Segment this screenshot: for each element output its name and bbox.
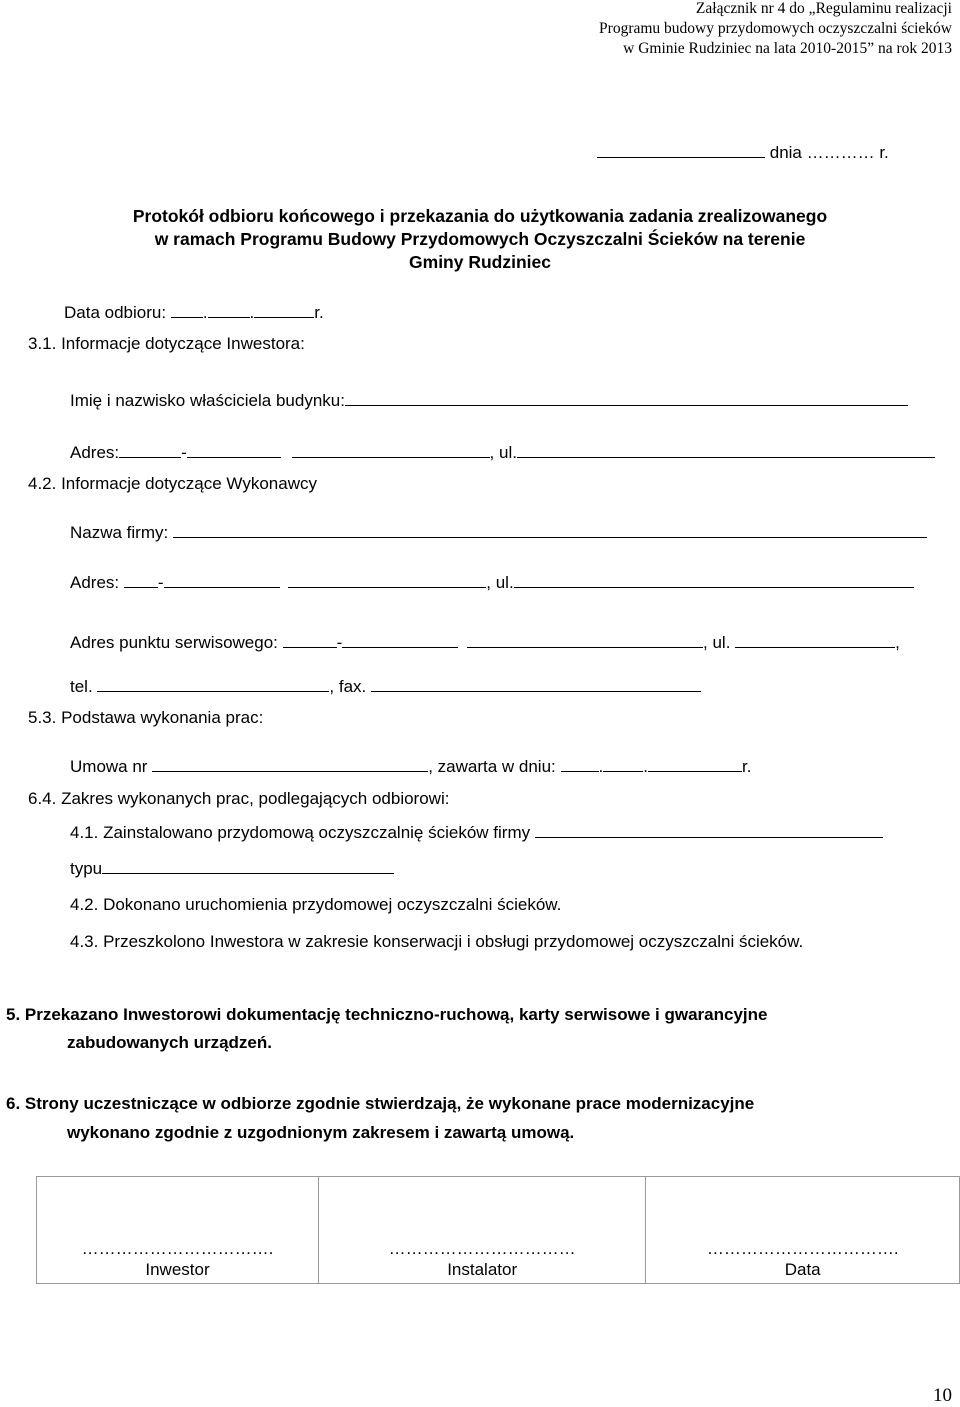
signature-dots: …………………………… xyxy=(388,1239,576,1258)
contract-date-suffix: r. xyxy=(741,757,752,776)
signature-table xyxy=(36,1176,960,1284)
contractor-postcode1-blank xyxy=(124,572,158,588)
owner-name-row xyxy=(70,390,908,411)
contractor-address-label: Adres: xyxy=(70,573,120,592)
contract-date-dot: . xyxy=(598,757,604,776)
basis-heading: 5.3. Podstawa wykonania prac: xyxy=(28,708,264,727)
scope-item2: 4.2. Dokonano uruchomienia przydomowej oczyszczalni ścieków. xyxy=(70,895,562,914)
signature-cell-installer xyxy=(318,1177,645,1284)
contract-date-label: , zawarta w dniu: xyxy=(428,757,556,776)
service-street-blank xyxy=(735,632,895,648)
investor-postcode2-blank xyxy=(187,442,281,458)
service-city-blank xyxy=(467,632,703,648)
point6-line2: wykonano zgodnie z uzgodnionym zakresem i zawartą umową. xyxy=(67,1123,575,1142)
receipt-month-blank xyxy=(208,302,250,318)
contractor-postcode2-blank xyxy=(164,572,280,588)
service-address-label: Adres punktu serwisowego: xyxy=(70,633,278,652)
firm-name-label: Nazwa firmy: xyxy=(70,523,169,542)
receipt-day-blank xyxy=(171,302,203,318)
investor-address-label: Adres: xyxy=(70,443,120,462)
fax-blank xyxy=(371,676,701,692)
postcode-dash: - xyxy=(181,443,187,462)
signature-dots: ……………………………. xyxy=(706,1239,899,1258)
contractor-heading: 4.2. Informacje dotyczące Wykonawcy xyxy=(28,474,317,493)
firm-name-blank xyxy=(173,522,927,538)
receipt-date-label: Data odbioru: xyxy=(64,303,167,322)
receipt-date-dot: . xyxy=(249,303,255,322)
type-blank xyxy=(102,858,394,874)
annex-header-line3: w Gminie Rudziniec na lata 2010-2015” na rok 2013 xyxy=(623,40,952,57)
signature-cell-date xyxy=(646,1177,960,1284)
investor-city-blank xyxy=(292,442,490,458)
service-address-row xyxy=(70,632,900,653)
contract-month-blank xyxy=(603,756,643,772)
signature-label-investor: Inwestor xyxy=(145,1260,210,1279)
signature-cell-investor xyxy=(37,1177,319,1284)
scope-heading: 6.4. Zakres wykonanych prac, podlegających odbiorowi: xyxy=(28,789,450,808)
point5-line1: 5. Przekazano Inwestorowi dokumentację techniczno-ruchową, karty serwisowe i gwarancyjne xyxy=(6,1005,768,1024)
installer-firm-blank xyxy=(535,822,883,838)
date-line xyxy=(597,142,889,163)
date-place-blank xyxy=(597,142,765,158)
signature-label-date: Data xyxy=(784,1260,821,1279)
receipt-date-suffix: r. xyxy=(314,303,324,322)
investor-postcode1-blank xyxy=(119,442,181,458)
type-label: typu xyxy=(70,859,103,878)
tel-label: tel. xyxy=(70,677,93,696)
contractor-street-label: , ul. xyxy=(486,573,514,592)
point6-line1: 6. Strony uczestniczące w odbiorze zgodnie stwierdzają, że wykonane prace modernizacyjne xyxy=(6,1094,755,1113)
firm-name-row xyxy=(70,522,927,543)
investor-street-blank xyxy=(517,442,935,458)
receipt-date-dot: . xyxy=(202,303,208,322)
title-line3: Gminy Rudziniec xyxy=(409,252,551,272)
contract-date-dot: . xyxy=(643,757,648,776)
signature-label-installer: Instalator xyxy=(447,1260,518,1279)
title-line1: Protokół odbioru końcowego i przekazania do użytkowania zadania zrealizowanego xyxy=(132,206,828,226)
service-comma: , xyxy=(895,633,900,652)
point5-line2: zabudowanych urządzeń. xyxy=(67,1033,272,1052)
service-street-label: , ul. xyxy=(703,633,731,652)
service-postcode1-blank xyxy=(283,632,337,648)
receipt-year-blank xyxy=(254,302,314,318)
owner-name-blank xyxy=(345,390,908,406)
investor-address-row xyxy=(70,442,935,463)
contract-number-label: Umowa nr xyxy=(70,757,148,776)
date-dots: ………… r. xyxy=(806,143,889,162)
annex-header-line1: Załącznik nr 4 do „Regulaminu realizacji xyxy=(695,0,952,17)
owner-name-label: Imię i nazwisko właściciela budynku: xyxy=(70,391,345,410)
page-number: 10 xyxy=(933,1385,952,1406)
investor-street-label: , ul. xyxy=(489,443,517,462)
contractor-street-blank xyxy=(514,572,914,588)
date-label: dnia xyxy=(769,143,802,162)
title-line2: w ramach Programu Budowy Przydomowych Oczyszczalni Ścieków na terenie xyxy=(154,229,806,249)
tel-fax-row xyxy=(70,676,701,697)
contract-day-blank xyxy=(561,756,599,772)
contract-year-blank xyxy=(648,756,742,772)
scope-item1-row xyxy=(70,822,883,843)
scope-item3: 4.3. Przeszkolono Inwestora w zakresie konserwacji i obsługi przydomowej oczyszczalni ścieków. xyxy=(70,932,804,951)
postcode-dash: - xyxy=(157,573,164,592)
contract-row xyxy=(70,756,751,777)
contractor-address-row xyxy=(70,572,914,593)
contract-number-blank xyxy=(152,756,428,772)
type-row xyxy=(70,858,394,879)
scope-item1: 4.1. Zainstalowano przydomową oczyszczalnię ścieków firmy xyxy=(70,823,531,842)
annex-header-line2: Programu budowy przydomowych oczyszczalni ścieków xyxy=(599,20,952,37)
signature-dots: ……………………………. xyxy=(81,1239,274,1258)
service-postcode2-blank xyxy=(342,632,458,648)
investor-heading: 3.1. Informacje dotyczące Inwestora: xyxy=(28,334,305,353)
tel-blank xyxy=(97,676,329,692)
receipt-date-row xyxy=(64,302,324,323)
contractor-city-blank xyxy=(288,572,486,588)
postcode-dash: - xyxy=(336,633,343,652)
fax-label: , fax. xyxy=(329,677,367,696)
